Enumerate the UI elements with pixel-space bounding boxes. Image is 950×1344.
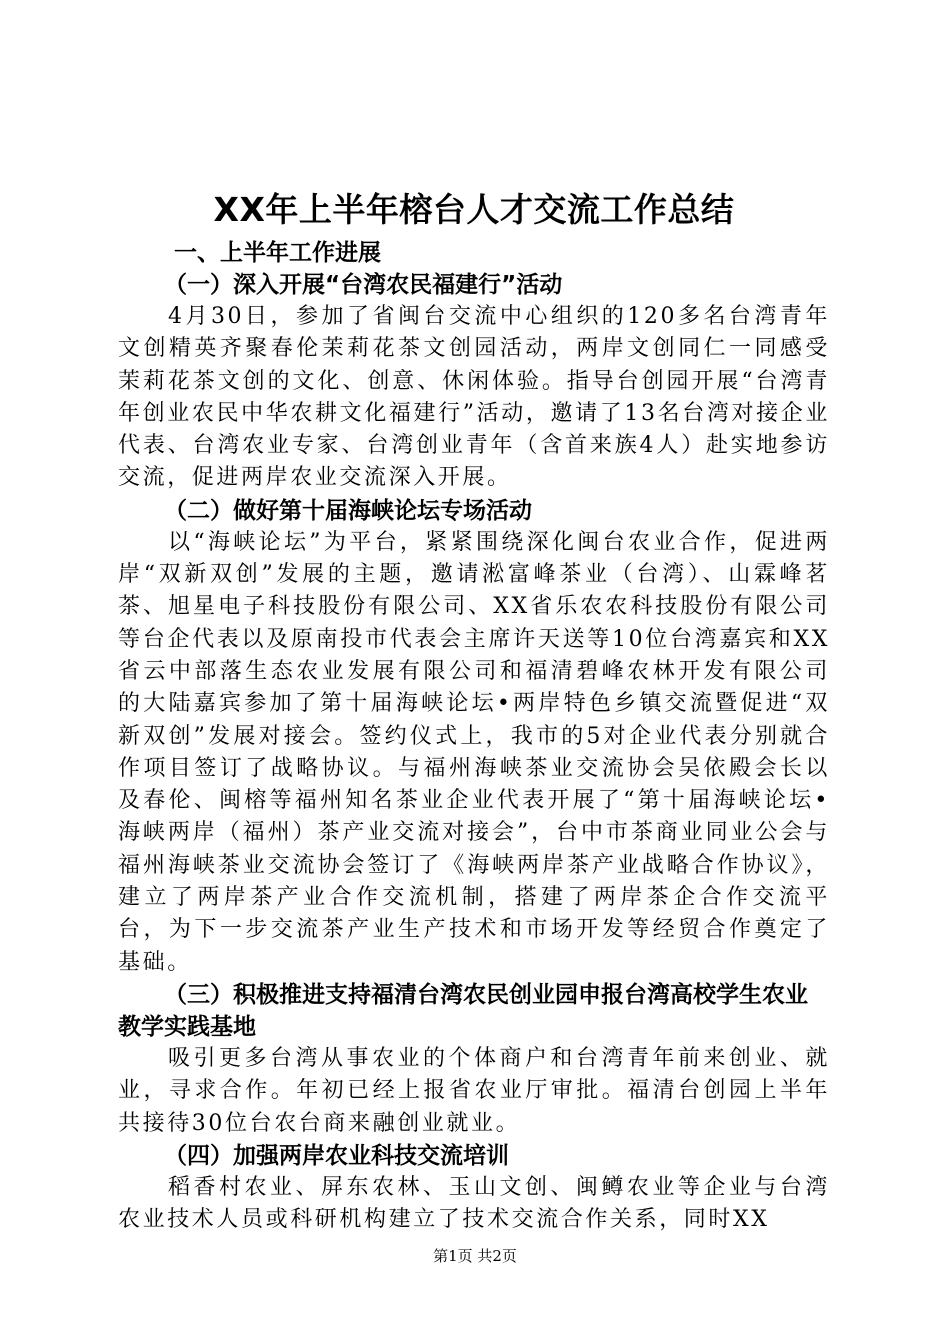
paragraph-2: 以“海峡论坛”为平台，紧紧围绕深化闽台农业合作，促进两岸“双新双创”发展的主题，邀请淞富峰茶业（台湾）、山霖峰茗茶、旭星电子科技股份有限公司、XX省乐农农科技股份有限公司等台企代表以及原南投市代表会主席许天送等10位台湾嘉宾和XX省云中部落生态农业发展有限公司和福清碧峰农林开发有限公司的大陆嘉宾参加了第十届海峡论坛•两岸特色乡镇交流暨促进“双新双创”发展对接会。签约仪式上，我市的5对企业代表分别就合作项目签订了战略协议。与福州海峡茶业交流协会吴依殿会长以及春伦、闽榕等福州知名茶业企业代表开展了“第十届海峡论坛•海峡两岸（福州）茶产业交流对接会”，台中市茶商业同业公会与福州海峡茶业交流协会签订了《海峡两岸茶产业战略合作协议》，建立了两岸茶产业合作交流机制，搭建了两岸茶企合作交流平台，为下一步交流茶产业生产技术和市场开发等经贸合作奠定了基础。: [118, 529, 830, 975]
document-page: [118, 185, 830, 1236]
subsection-heading-1: （一）深入开展“台湾农民福建行”活动: [164, 272, 563, 298]
subsection-heading-2: （二）做好第十届海峡论坛专场活动: [164, 497, 532, 524]
subsection-heading-3: （三）积极推进支持福清台湾农民创业园申报台湾高校学生农业教学实践基地: [118, 981, 808, 1040]
paragraph-4: 稻香村农业、屏东农林、玉山文创、闽鳟农业等企业与台湾农业技术人员或科研机构建立了技术交流合作关系，同时XX: [118, 1174, 830, 1233]
page-footer: 第1页 共2页: [433, 1247, 517, 1265]
paragraph-3: 吸引更多台湾从事农业的个体商户和台湾青年前来创业、就业，寻求合作。年初已经上报省农业厅审批。福清台创园上半年共接待30位台农台商来融创业就业。: [118, 1045, 830, 1136]
paragraph-1: 4月30日，参加了省闽台交流中心组织的120多名台湾青年文创精英齐聚春伦茉莉花茶文创园活动，两岸文创同仁一同感受茉莉花茶文创的文化、创意、休闲体验。指导台创园开展“台湾青年创业农民中华农耕文化福建行”活动，邀请了13名台湾对接企业代表、台湾农业专家、台湾创业青年（含首来族4人）赴实地参访交流，促进两岸农业交流深入开展。: [118, 304, 830, 491]
section-heading: 一、上半年工作进展: [174, 240, 381, 266]
subsection-heading-4: （四）加强两岸农业科技交流培训: [164, 1142, 509, 1169]
document-title: XX年上半年榕台人才交流工作总结: [213, 190, 735, 229]
